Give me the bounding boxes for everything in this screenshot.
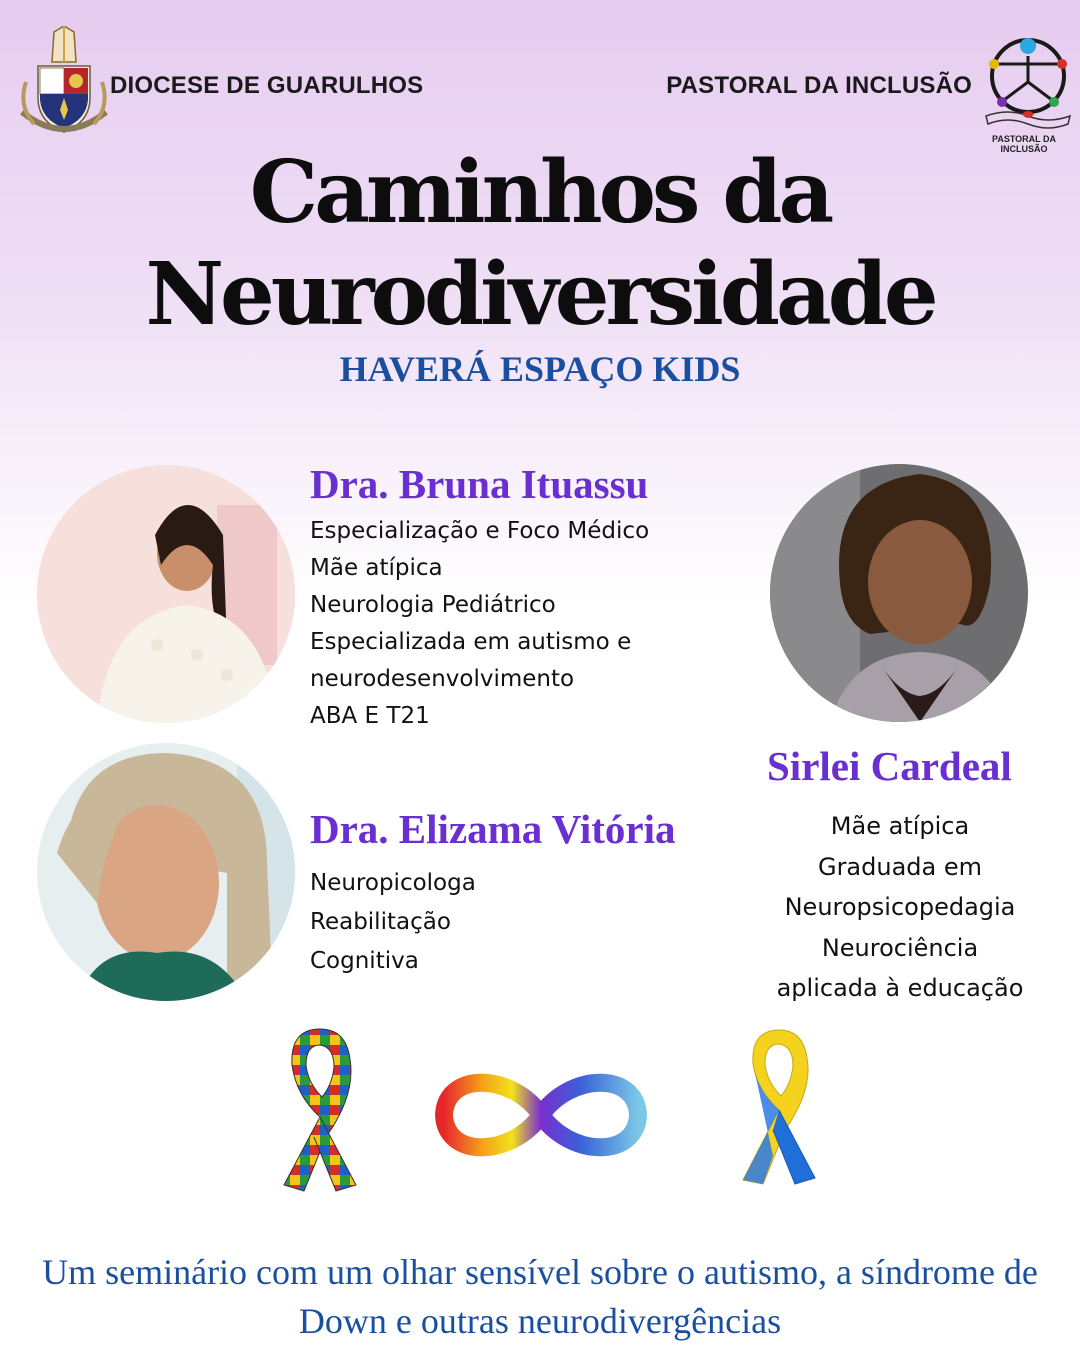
event-title-line1: Caminhos da: [249, 142, 831, 243]
speaker-bio-sirlei: [750, 806, 1050, 1009]
pastoral-logo-caption: PASTORAL DA INCLUSÃO: [991, 134, 1056, 154]
neurodiversity-infinity-icon: [432, 1063, 650, 1167]
bio-line: Mãe atípica: [310, 555, 443, 581]
autism-puzzle-ribbon-icon: [270, 1025, 370, 1193]
bio-line: ABA E T21: [310, 703, 430, 729]
bio-line: Mãe atípica: [830, 812, 970, 840]
speaker-bio-bruna: [310, 513, 649, 735]
bio-line: Especialização e Foco Médico: [310, 518, 650, 544]
event-title-line2: Neurodiversidade: [145, 244, 935, 345]
bio-line: Cognitiva: [310, 948, 419, 974]
speaker-name-bruna: Dra. Bruna Ituassu: [310, 461, 649, 507]
speaker-name-sirlei: Sirlei Cardeal: [767, 743, 1012, 789]
down-syndrome-ribbon-icon: [735, 1026, 821, 1186]
bio-line: Neuropsicopedagia: [784, 893, 1016, 921]
description-line2: Down e outras neurodivergências: [298, 1301, 782, 1341]
speaker-name-elizama: Dra. Elizama Vitória: [310, 806, 676, 852]
event-description: [20, 1248, 1060, 1346]
pastoral-inclusao-logo-icon: [978, 20, 1076, 158]
bio-line: Especializada em autismo e: [310, 629, 632, 655]
speaker-photo-sirlei: [770, 464, 1028, 722]
bio-line: Neurociência: [821, 933, 979, 962]
event-subtitle: HAVERÁ ESPAÇO KIDS: [339, 349, 741, 389]
bio-line: Neurologia Pediátrico: [310, 592, 556, 618]
description-line1: Um seminário com um olhar sensível sobre o autismo, a síndrome de: [42, 1252, 1038, 1292]
diocese-name: DIOCESE DE GUARULHOS: [110, 72, 424, 99]
bio-line: Graduada em: [817, 852, 983, 881]
speaker-photo-bruna: [37, 465, 295, 723]
speaker-photo-elizama: [37, 743, 295, 1001]
pastoral-name: PASTORAL DA INCLUSÃO: [666, 72, 972, 99]
bio-line: Neuropicologa: [310, 870, 476, 896]
diocese-coat-of-arms-icon: [18, 26, 110, 144]
speaker-bio-elizama: [310, 864, 476, 981]
bio-line: neurodesenvolvimento: [310, 666, 575, 692]
bio-line: Reabilitação: [310, 909, 451, 935]
bio-line: aplicada à educação: [776, 974, 1024, 1002]
